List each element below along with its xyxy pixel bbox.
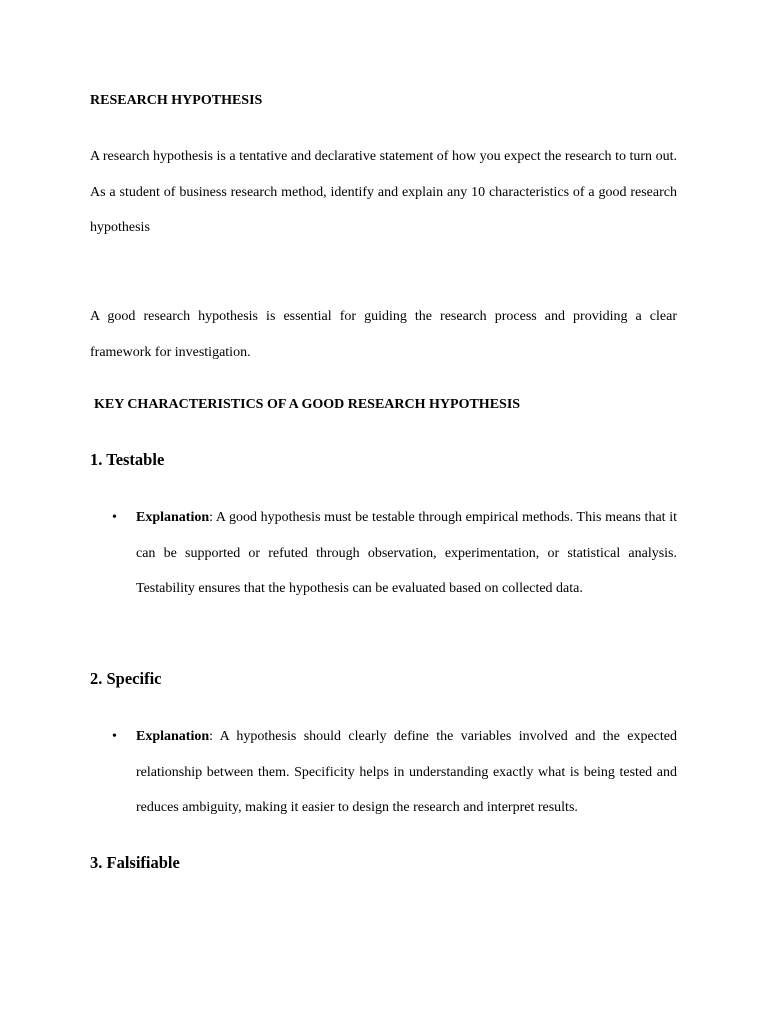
characteristic-heading-testable: 1. Testable: [90, 450, 165, 469]
explanation-text: : A good hypothesis must be testable through empirical methods. This means that it can be supported or refuted through observation, experimentation, or statistical analysis. Testability ensures that the hypothesis can be evaluated based on collected data.: [136, 510, 677, 596]
bullet-marker: •: [112, 510, 117, 525]
question-paragraph: A research hypothesis is a tentative and declarative statement of how you expect the research to turn out. As a student of business research method, identify and explain any 10 characteristics of a good research hypothesis: [90, 149, 677, 235]
bullet-text-testable: [136, 500, 677, 607]
explanation-term: Explanation: [136, 729, 210, 744]
document-title: RESEARCH HYPOTHESIS: [90, 93, 263, 108]
characteristic-heading-falsifiable: 3. Falsifiable: [90, 853, 180, 872]
bullet-text-specific: [136, 719, 677, 826]
bullet-marker: •: [112, 729, 117, 744]
explanation-term: Explanation: [136, 510, 210, 525]
explanation-text: : A hypothesis should clearly define the variables involved and the expected relationship between them. Specificity helps in understanding exactly what is being tested and reduces ambiguity, making it easier to design the research and interpret results.: [136, 729, 677, 815]
characteristic-heading-specific: 2. Specific: [90, 669, 162, 688]
intro-paragraph: A good research hypothesis is essential for guiding the research process and providing a clear framework for investigation.: [90, 309, 677, 360]
section-heading: KEY CHARACTERISTICS OF A GOOD RESEARCH HYPOTHESIS: [94, 397, 521, 412]
